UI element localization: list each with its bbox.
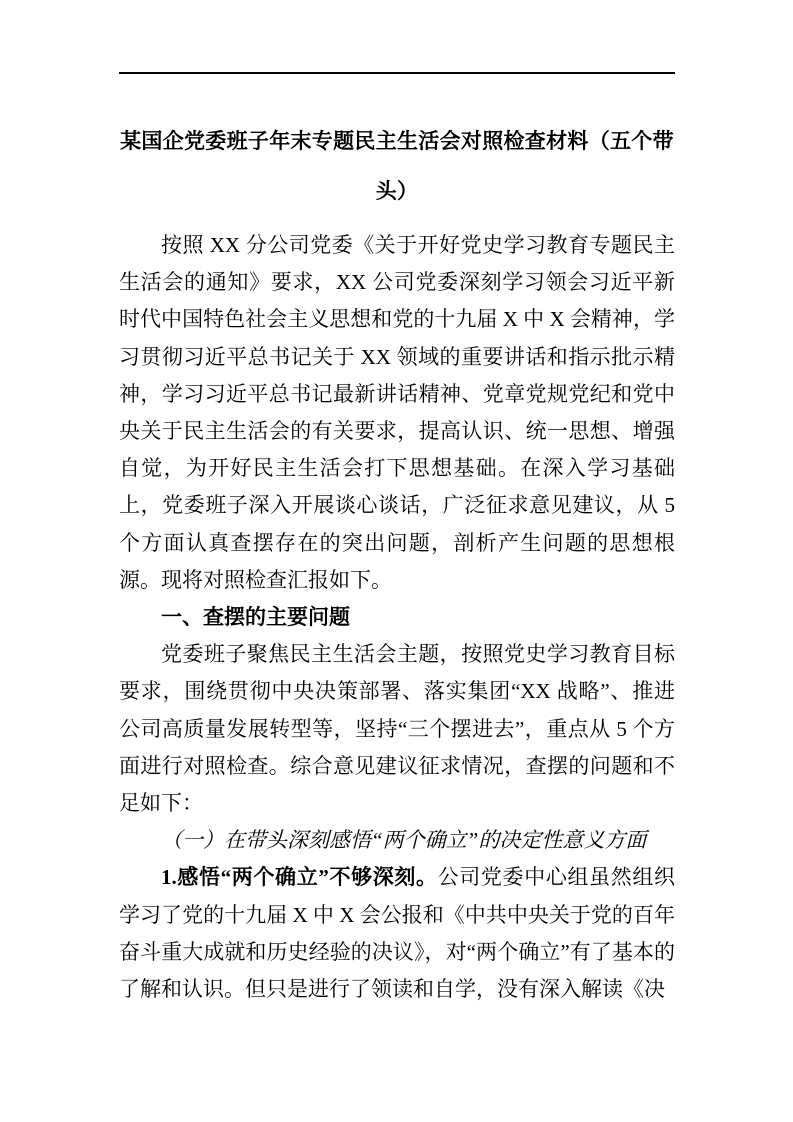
page-header-rule — [119, 72, 675, 74]
intro-paragraph: 按照 XX 分公司党委《关于开好党史学习教育专题民主生活会的通知》要求，XX 公司党委深刻学习领会习近平新时代中国特色社会主义思想和党的十九届 X 中 X 会精神，学习贯彻习近平总书记关于 XX 领域的重要讲话和指示批示精神，学习习近平总书记最新讲话精神、党章党规党纪和党中央关于民主生活会的有关要求，提高认识、统一思想、增强自觉，为开好民主生活会打下思想基础。在深入学习基础上，党委班子深入开展谈心谈话，广泛征求意见建议，从 5 个方面认真查摆存在的突出问题，剖析产生问题的思想根源。现将对照检查汇报如下。 — [119, 233, 675, 592]
document-title: 某国企党委班子年末专题民主生活会对照检查材料（五个带头） — [120, 130, 674, 203]
section-1-heading: 一、查摆的主要问题 — [161, 606, 350, 630]
document-content — [119, 117, 675, 1008]
item-1-body-text: 公司党委中心组虽然组织学习了党的十九届 X 中 X 会公报和《中共中央关于党的百年奋斗重大成就和历史经验的决议》，对“两个确立”有了基本的了解和认识。但只是进行了领读和自学，没有深入解读《决 — [119, 865, 676, 1002]
item-1-paragraph — [119, 859, 675, 1008]
subsection-1-heading: （一）在带头深刻感悟“两个确立”的决定性意义方面 — [161, 828, 647, 853]
item-1-lead-sentence: 1.感悟“两个确立”不够深刻。 — [161, 865, 438, 890]
section-1-paragraph: 党委班子聚焦民主生活会主题，按照党史学习教育目标要求，围绕贯彻中央决策部署、落实集团“XX 战略”、推进公司高质量发展转型等，坚持“三个摆进去”，重点从 5 个方面进行对照检查。综合意见建议征求情况，查摆的问题和不足如下： — [119, 642, 675, 816]
